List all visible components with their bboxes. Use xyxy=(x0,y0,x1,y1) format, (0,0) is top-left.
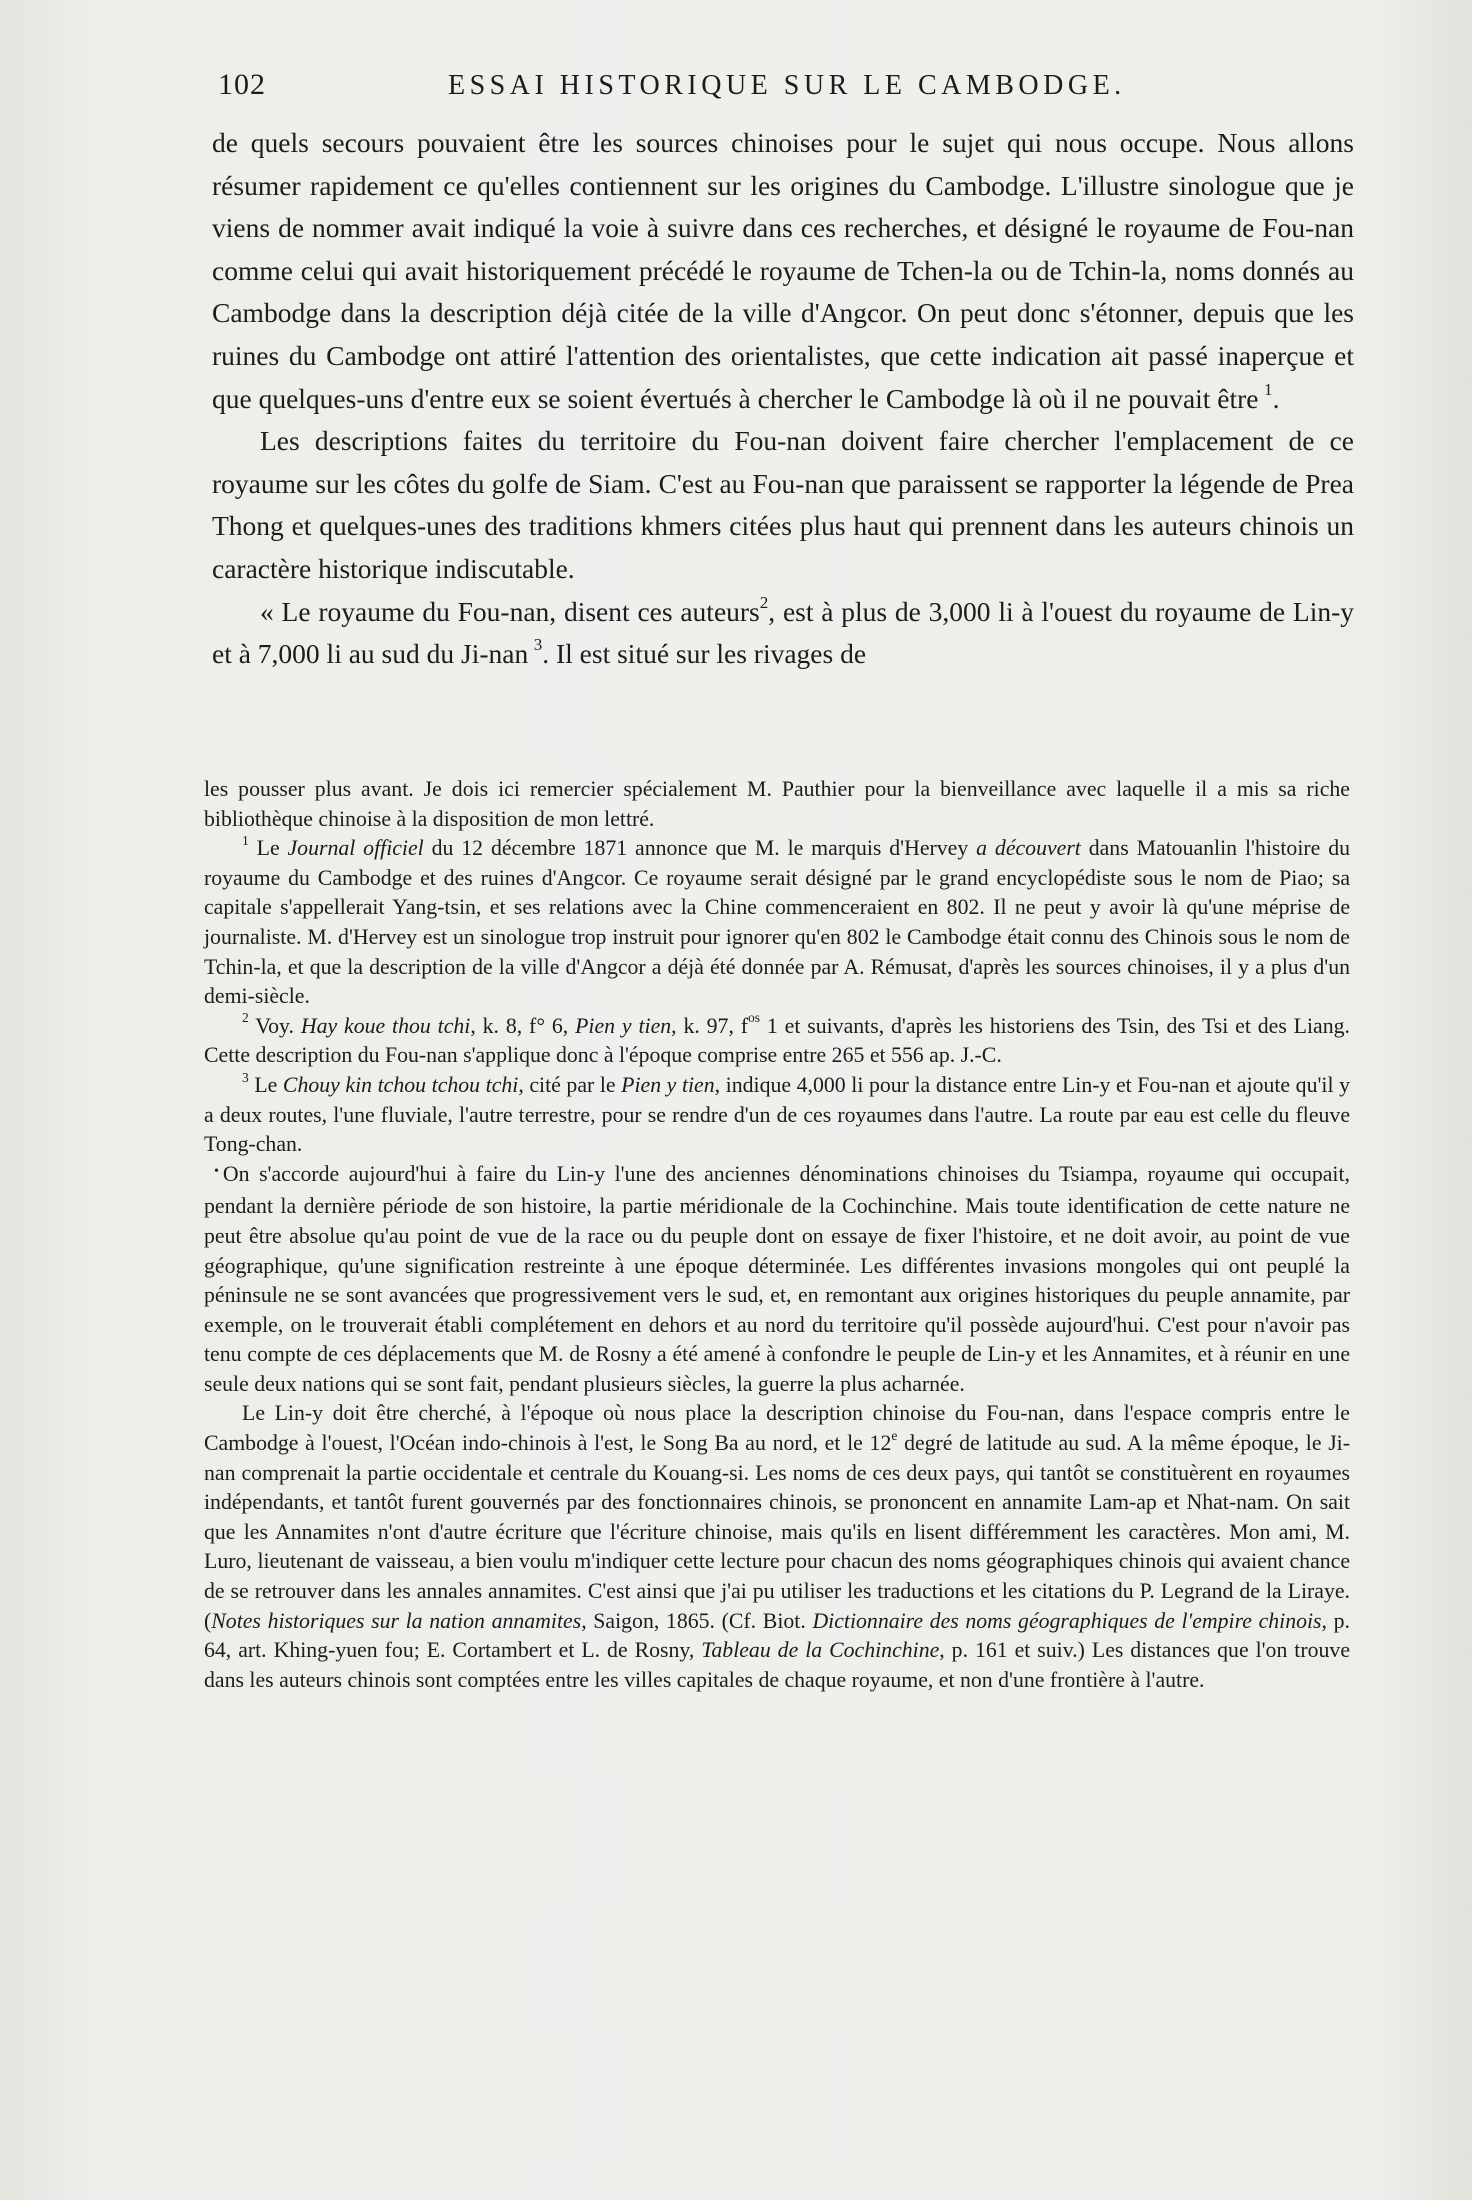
page-header xyxy=(218,68,1360,108)
paragraph-3 xyxy=(212,591,1354,676)
footnote-continued-text-d: , p. 64, art. Khing-yuen fou; E. Cortambert et L. de Rosny, xyxy=(204,1608,1350,1663)
footnote-continued-degree-sup: e xyxy=(891,1427,898,1443)
footnote-continued-title-2: Dictionnaire des noms géographiques de l'empire chinois xyxy=(812,1608,1322,1633)
footnote-2-mark: 2 xyxy=(242,1010,249,1026)
footnote-star-mark: • xyxy=(214,1163,219,1179)
footnote-3 xyxy=(204,1071,1350,1160)
footnote-star xyxy=(204,1160,1350,1400)
paragraph-1-text: de quels secours pouvaient être les sources chinoises pour le sujet qui nous occupe. Nous allons résumer rapidement ce qu'elles contiennent sur les origines du Cambodge. L'illustre sinologue que je viens de nommer avait indiqué la voie à suivre dans ces recherches, et désigné le royaume de Fou-nan comme celui qui avait historiquement précédé le royaume de Tchen-la ou de Tchin-la, noms donnés au Cambodge dans la description déjà citée de la ville d'Angcor. On peut donc s'étonner, depuis que les ruines du Cambodge ont attiré l'attention des orientalistes, que cette indication ait passé inaperçue et que quelques-uns d'entre eux se soient évertués à chercher le Cambodge là où il ne pouvait être xyxy=(212,127,1354,414)
footnote-2 xyxy=(204,1012,1350,1071)
footnote-1-journal-title: Journal officiel xyxy=(287,836,424,861)
footnote-1-text-b: du 12 décembre 1871 annonce que M. le marquis d'Hervey xyxy=(423,836,977,861)
footnote-continuation: les pousser plus avant. Je dois ici remercier spécialement M. Pauthier pour la bienveillance avec laquelle il a mis sa riche bibliothèque chinoise à la disposition de mon lettré. xyxy=(204,777,1350,831)
footnote-2-text-d: 1 et suivants, d'après les historiens des Tsin, des Tsi et des Liang. Cette description du Fou-nan s'applique donc à l'époque comprise entre 265 et 556 ap. J.-C. xyxy=(204,1013,1350,1068)
footnote-ref-2: 2 xyxy=(759,592,769,612)
footnote-3-mark: 3 xyxy=(242,1069,249,1085)
footnote-ref-1: 1 xyxy=(1264,379,1273,399)
footnote-continued-text-c: , Saigon, 1865. (Cf. Biot. xyxy=(581,1608,813,1633)
footnote-continued-title-1: Notes historiques sur la nation annamites xyxy=(211,1608,582,1633)
paragraph-3-text-c: . Il est situé sur les rivages de xyxy=(542,638,867,670)
footnote-ref-3: 3 xyxy=(533,635,543,655)
footnote-2-title-1: Hay koue thou tchi xyxy=(300,1013,471,1038)
footnote-3-title-2: Pien y tien xyxy=(621,1072,715,1097)
paragraph-3-text-a: « Le royaume du Fou-nan, disent ces auteurs xyxy=(260,595,760,627)
footnote-2-text-b: , k. 8, f° 6, xyxy=(470,1013,576,1038)
footnote-1-text-a: Le xyxy=(248,836,288,861)
footnote-2-text-a: Voy. xyxy=(248,1013,301,1038)
paragraph-3-text-b: , est à plus de 3,000 li à l'ouest du royaume de Lin-y et à 7,000 li au sud du Ji-nan xyxy=(212,595,1354,670)
paragraph-2: Les descriptions faites du territoire du Fou-nan doivent faire chercher l'emplacement de ce royaume sur les côtes du golfe de Siam. C'est au Fou-nan que paraissent se rapporter la légende de Prea Thong et quelques-unes des traditions khmers citées plus haut qui prennent dans les auteurs chinois un caractère historique indiscutable. xyxy=(212,425,1354,584)
paragraph-1-end: . xyxy=(1272,382,1280,414)
footnote-2-text-c: , k. 97, f xyxy=(671,1013,749,1038)
page-number: 102 xyxy=(218,68,266,101)
footnote-1-emphasis: a découvert xyxy=(976,836,1081,861)
footnote-2-title-2: Pien y tien xyxy=(575,1013,672,1038)
footnote-1-mark: 1 xyxy=(242,832,249,848)
footnote-continued-text-b: degré de latitude au sud. A la même époque, le Ji-nan comprenait la partie occidentale et centrale du Kouang-si. Les noms de ces deux pays, qui tantôt se constituèrent en royaumes indépendants, et tantôt furent gouvernés par des fonctionnaires chinois, se prononcent en annamite Lam-ap et Nhat-nam. On sait que les Annamites n'ont d'autre écriture que l'écriture chinoise, mais qu'ils en lisent différemment les caractères. Mon ami, M. Luro, lieutenant de vaisseau, a bien voulu m'indiquer cette lecture pour chacun des noms géographiques chinois qui avaient chance de se retrouver dans les annales annamites. C'est ainsi que j'ai pu utiliser les traductions et les citations du P. Legrand de la Liraye. ( xyxy=(204,1431,1350,1633)
footnote-continued-text-a: Le Lin-y doit être cherché, à l'époque où nous place la description chinoise du Fou-nan, dans l'espace compris entre le Cambodge à l'ouest, l'Océan indo-chinois à l'est, le Song Ba au nord, et le 12 xyxy=(204,1401,1350,1456)
footnotes xyxy=(204,775,1350,1695)
footnote-3-text-c: , indique 4,000 li pour la distance entre Lin-y et Fou-nan et ajoute qu'il y a deux routes, l'une fluviale, l'autre terrestre, pour se rendre d'un de ces royaumes dans l'autre. La route par eau est celle du fleuve Tong-chan. xyxy=(204,1072,1351,1157)
footnote-continued-title-3: Tableau de la Cochinchine xyxy=(701,1638,940,1663)
footnote-3-text-b: , cité par le xyxy=(518,1072,622,1097)
footnote-1-text-c: dans Matouanlin l'histoire du royaume du Cambodge et des ruines d'Angcor. Ce royaume serait désigné par le grand encyclopédiste sous le nom de Piao; sa capitale s'appellerait Yang-tsin, et ses relations avec la Chine commenceraient en 802. Il ne peut y avoir là qu'une méprise de journaliste. M. d'Hervey est un sinologue trop instruit pour ignorer qu'en 802 le Cambodge était connu des Chinois sous le nom de Tchin-la, et que la description de la ville d'Angcor a déjà été donnée par A. Rémusat, d'après les sources chinoises, il y a plus d'un demi-siècle. xyxy=(204,836,1350,1009)
main-text xyxy=(212,122,1354,676)
paragraph-1 xyxy=(212,122,1354,420)
footnote-continued xyxy=(204,1399,1350,1695)
footnote-3-title-1: Chouy kin tchou tchou tchi xyxy=(282,1072,519,1097)
running-title: ESSAI HISTORIQUE SUR LE CAMBODGE. xyxy=(448,70,1126,101)
footnote-2-folios-sup: os xyxy=(748,1010,761,1026)
footnote-star-text: On s'accorde aujourd'hui à faire du Lin-y l'une des anciennes dénominations chinoises du Tsiampa, royaume qui occupait, pendant la dernière période de son histoire, la partie méridionale de la Cochinchine. Mais toute identification de cette nature ne peut être absolue qu'au point de vue de la race ou du peuple dont on essaye de fixer l'histoire, et ne doit avoir, au point de vue géographique, qu'une signification restreinte à une époque déterminée. Les différentes invasions mongoles qui ont peuplé la péninsule ne se sont avancées que progressivement vers le sud, et, en remontant aux origines historiques du peuple annamite, par exemple, on le trouverait établi complétement en dehors et au nord du territoire qu'il possède aujourd'hui. C'est pour n'avoir pas tenu compte de ces déplacements que M. de Rosny a été amené à confondre le peuple de Lin-y et les Annamites, et à réunir en une seule deux nations qui se sont fait, pendant plusieurs siècles, la guerre la plus acharnée. xyxy=(204,1161,1350,1396)
footnote-1 xyxy=(204,834,1350,1012)
footnote-3-text-a: Le xyxy=(248,1072,283,1097)
footnote-continued-text-e: , p. 161 et suiv.) Les distances que l'on trouve dans les auteurs chinois sont comptées entre les villes capitales de chaque royaume, et non d'une frontière à l'autre. xyxy=(204,1638,1350,1692)
